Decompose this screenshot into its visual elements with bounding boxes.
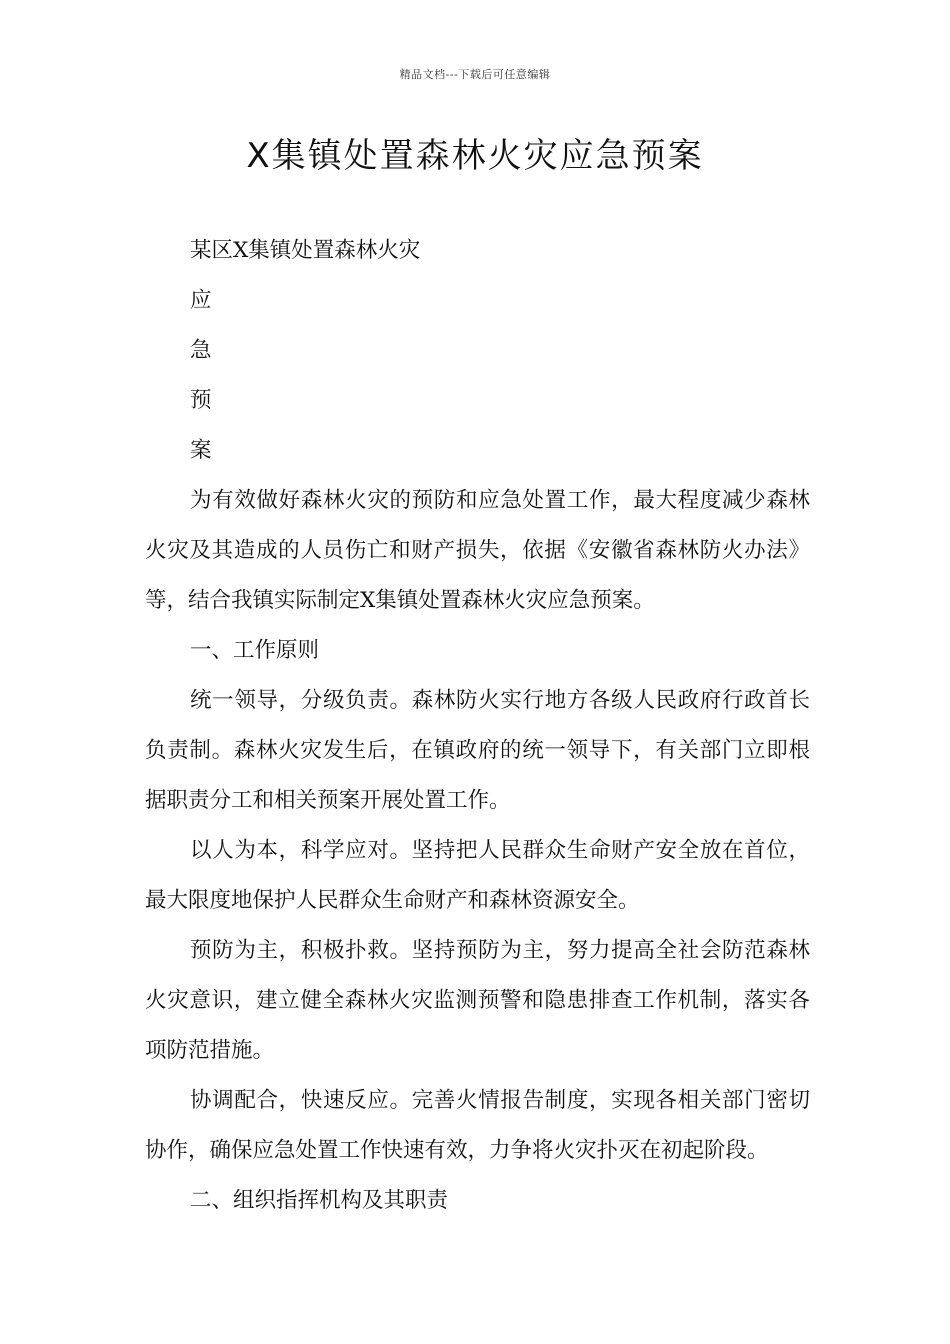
- intro-line: 某区X集镇处置森林火灾: [190, 238, 421, 263]
- intro-vertical-char: 案: [190, 438, 212, 463]
- section-heading-principles: 一、工作原则: [190, 638, 320, 663]
- document-body: [145, 226, 810, 1226]
- principle-paragraph-4: 协调配合，快速反应。完善火情报告制度，实现各相关部门密切协作，确保应急处置工作快速有效，力争将火灾扑灭在初起阶段。: [145, 1088, 810, 1163]
- intro-vertical-char: 急: [190, 338, 212, 363]
- document-title: X集镇处置森林火灾应急预案: [246, 136, 704, 176]
- section-heading-organization: 二、组织指挥机构及其职责: [190, 1188, 449, 1213]
- purpose-paragraph: 为有效做好森林火灾的预防和应急处置工作，最大程度减少森林火灾及其造成的人员伤亡和财产损失，依据《安徽省森林防火办法》等，结合我镇实际制定X集镇处置森林火灾应急预案。: [145, 488, 810, 613]
- principle-paragraph-1: 统一领导，分级负责。森林防火实行地方各级人民政府行政首长负责制。森林火灾发生后，在镇政府的统一领导下，有关部门立即根据职责分工和相关预案开展处置工作。: [145, 688, 810, 813]
- header-note: 精品文档---下载后可任意编辑: [399, 68, 551, 81]
- principle-paragraph-3: 预防为主，积极扑救。坚持预防为主，努力提高全社会防范森林火灾意识，建立健全森林火灾监测预警和隐患排查工作机制，落实各项防范措施。: [145, 938, 810, 1063]
- principle-paragraph-2: 以人为本，科学应对。坚持把人民群众生命财产安全放在首位，最大限度地保护人民群众生命财产和森林资源安全。: [145, 838, 810, 913]
- intro-vertical-char: 预: [190, 388, 212, 413]
- intro-vertical-char: 应: [190, 288, 212, 313]
